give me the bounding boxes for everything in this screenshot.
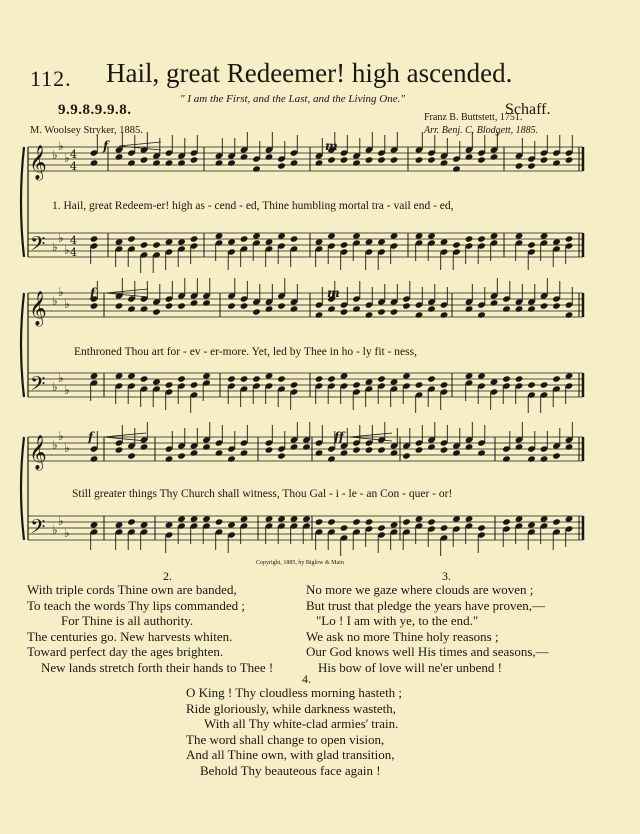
note-head bbox=[202, 299, 211, 306]
stanza-line: The centuries go. New harvests whiten. bbox=[27, 628, 233, 644]
flat-icon: ♭ bbox=[64, 383, 70, 397]
flat-icon: ♭ bbox=[52, 240, 58, 254]
note-head bbox=[402, 372, 411, 379]
note-head bbox=[265, 238, 274, 245]
note-head bbox=[90, 455, 99, 462]
note-head bbox=[352, 159, 361, 166]
note-head bbox=[115, 372, 124, 379]
note-head bbox=[427, 156, 436, 163]
note-head bbox=[527, 305, 536, 312]
note-head bbox=[290, 443, 299, 450]
stanza-2 bbox=[27, 582, 273, 675]
stanza-3 bbox=[306, 582, 549, 675]
stanza-line: His bow of love will ne'er unbend ! bbox=[318, 659, 502, 675]
note-head bbox=[490, 378, 499, 385]
note-head bbox=[365, 518, 374, 525]
note-head bbox=[90, 159, 99, 166]
flat-icon: ♭ bbox=[58, 429, 64, 443]
note-head bbox=[377, 524, 386, 531]
note-head bbox=[165, 238, 174, 245]
note-head bbox=[502, 375, 511, 382]
note-head bbox=[452, 241, 461, 248]
note-head bbox=[527, 455, 536, 462]
meter: 9.9.8.9.9.8. bbox=[58, 102, 132, 118]
stanza-line: We ask no more Thine holy reasons ; bbox=[306, 628, 499, 644]
note-head bbox=[177, 515, 186, 522]
note-head bbox=[515, 375, 524, 382]
bass-clef-icon: 𝄢 bbox=[30, 232, 46, 260]
tune-name: Schaff. bbox=[505, 101, 551, 118]
note-head bbox=[440, 159, 449, 166]
note-head bbox=[415, 381, 424, 388]
note-head bbox=[177, 375, 186, 382]
note-head bbox=[252, 308, 261, 315]
note-head bbox=[527, 162, 536, 169]
hymn-title: Hail, great Redeemer! high ascended. bbox=[106, 58, 513, 88]
stanza-line: "Lo ! I am with ye, to the end." bbox=[316, 613, 479, 628]
flat-icon: ♭ bbox=[58, 139, 64, 153]
note-head bbox=[340, 449, 349, 456]
flat-icon: ♭ bbox=[52, 294, 58, 308]
time-signature: 4 bbox=[70, 234, 77, 247]
note-head bbox=[327, 305, 336, 312]
note-head bbox=[377, 375, 386, 382]
note-head bbox=[340, 524, 349, 531]
note-head bbox=[215, 449, 224, 456]
note-head bbox=[277, 515, 286, 522]
note-head bbox=[190, 449, 199, 456]
note-head bbox=[165, 302, 174, 309]
note-head bbox=[127, 159, 136, 166]
note-head bbox=[415, 156, 424, 163]
brace bbox=[21, 293, 24, 397]
stanza-line: Our God knows well His times and seasons,— bbox=[306, 644, 549, 659]
hymn-number: 112. bbox=[30, 66, 72, 91]
note-head bbox=[402, 452, 411, 459]
dynamic-mark: f bbox=[90, 286, 96, 300]
note-head bbox=[240, 375, 249, 382]
note-head bbox=[202, 443, 211, 450]
note-head bbox=[315, 311, 324, 318]
note-head bbox=[340, 308, 349, 315]
time-signature: 4 bbox=[70, 160, 77, 173]
note-head bbox=[177, 302, 186, 309]
note-head bbox=[190, 299, 199, 306]
note-head bbox=[427, 232, 436, 239]
note-head bbox=[552, 518, 561, 525]
note-head bbox=[265, 153, 274, 160]
stanza-line: No more we gaze where clouds are woven ; bbox=[306, 582, 534, 597]
stanza-line: For Thine is all authority. bbox=[61, 613, 194, 628]
note-head bbox=[290, 305, 299, 312]
note-head bbox=[527, 521, 536, 528]
note-head bbox=[140, 241, 149, 248]
note-head bbox=[190, 381, 199, 388]
note-head bbox=[302, 515, 311, 522]
flat-icon: ♭ bbox=[64, 526, 70, 540]
note-head bbox=[315, 375, 324, 382]
note-head bbox=[502, 455, 511, 462]
note-head bbox=[340, 241, 349, 248]
treble-clef-icon: 𝄞 bbox=[29, 435, 47, 470]
note-head bbox=[127, 518, 136, 525]
note-head bbox=[352, 305, 361, 312]
treble-clef-icon: 𝄞 bbox=[29, 145, 47, 180]
note-head bbox=[165, 381, 174, 388]
note-head bbox=[427, 518, 436, 525]
note-head bbox=[277, 302, 286, 309]
note-head bbox=[215, 518, 224, 525]
note-head bbox=[127, 305, 136, 312]
author-credit: M. Woolsey Stryker, 1885. bbox=[30, 125, 143, 136]
note-head bbox=[565, 235, 574, 242]
note-head bbox=[327, 156, 336, 163]
note-head bbox=[140, 443, 149, 450]
note-head bbox=[202, 515, 211, 522]
note-head bbox=[477, 449, 486, 456]
flat-icon: ♭ bbox=[64, 441, 70, 455]
note-head bbox=[115, 521, 124, 528]
note-head bbox=[402, 518, 411, 525]
note-head bbox=[402, 302, 411, 309]
note-head bbox=[215, 232, 224, 239]
stanza-line: But trust that pledge the years have proven,— bbox=[306, 597, 545, 613]
note-head bbox=[415, 232, 424, 239]
note-head bbox=[552, 375, 561, 382]
note-head bbox=[290, 381, 299, 388]
note-head bbox=[190, 156, 199, 163]
note-head bbox=[427, 305, 436, 312]
stanza-4 bbox=[186, 685, 402, 778]
note-head bbox=[265, 372, 274, 379]
note-head bbox=[527, 241, 536, 248]
note-head bbox=[227, 159, 236, 166]
dynamic-mark: ff bbox=[334, 430, 344, 444]
flat-icon: ♭ bbox=[52, 438, 58, 452]
note-head bbox=[327, 455, 336, 462]
note-head bbox=[365, 378, 374, 385]
note-head bbox=[377, 308, 386, 315]
note-head bbox=[477, 156, 486, 163]
note-head bbox=[202, 372, 211, 379]
note-head bbox=[527, 381, 536, 388]
note-head bbox=[90, 302, 99, 309]
flat-icon: ♭ bbox=[52, 523, 58, 537]
stanza-line: Behold Thy beauteous face again ! bbox=[200, 762, 381, 778]
note-head bbox=[240, 302, 249, 309]
time-signature: 4 bbox=[70, 148, 77, 161]
stanza-number: 4. bbox=[302, 672, 311, 686]
note-head bbox=[165, 521, 174, 528]
note-head bbox=[115, 153, 124, 160]
note-head bbox=[252, 232, 261, 239]
note-head bbox=[90, 521, 99, 528]
note-head bbox=[227, 302, 236, 309]
note-head bbox=[140, 305, 149, 312]
lyric-line-2: Enthroned Thou art for - ev - er-more. Yet, led by Thee in ho - ly fit - ness, bbox=[74, 346, 417, 358]
note-head bbox=[415, 311, 424, 318]
flat-icon: ♭ bbox=[64, 151, 70, 165]
note-head bbox=[115, 446, 124, 453]
note-head bbox=[352, 518, 361, 525]
note-head bbox=[127, 372, 136, 379]
note-head bbox=[452, 515, 461, 522]
note-head bbox=[515, 443, 524, 450]
note-head bbox=[227, 455, 236, 462]
note-head bbox=[465, 443, 474, 450]
brace bbox=[21, 437, 24, 540]
note-head bbox=[340, 156, 349, 163]
arranger-credit: Arr. Benj. C. Blodgett, 1885. bbox=[424, 125, 539, 136]
lyric-line-1: 1. Hail, great Redeem-er! high as - cend - ed, Thine humbling mortal tra - vail end - ed, bbox=[52, 200, 454, 212]
composer-credit: Franz B. Buttstett, 1751. bbox=[424, 112, 523, 123]
note-head bbox=[465, 305, 474, 312]
note-head bbox=[390, 308, 399, 315]
note-head bbox=[490, 153, 499, 160]
stanza-line: O King ! Thy cloudless morning hasteth ; bbox=[186, 685, 403, 700]
treble-clef-icon: 𝄞 bbox=[29, 291, 47, 326]
note-head bbox=[327, 518, 336, 525]
note-head bbox=[277, 232, 286, 239]
note-head bbox=[440, 311, 449, 318]
note-head bbox=[377, 156, 386, 163]
note-head bbox=[540, 515, 549, 522]
note-head bbox=[152, 378, 161, 385]
flat-icon: ♭ bbox=[64, 297, 70, 311]
note-head bbox=[352, 232, 361, 239]
note-head bbox=[540, 381, 549, 388]
bass-clef-icon: 𝄢 bbox=[30, 372, 46, 400]
note-head bbox=[415, 515, 424, 522]
note-head bbox=[315, 449, 324, 456]
note-head bbox=[515, 305, 524, 312]
note-head bbox=[427, 443, 436, 450]
note-head bbox=[540, 156, 549, 163]
note-head bbox=[265, 446, 274, 453]
note-head bbox=[390, 156, 399, 163]
note-head bbox=[565, 156, 574, 163]
note-head bbox=[365, 311, 374, 318]
note-head bbox=[465, 372, 474, 379]
note-head bbox=[502, 518, 511, 525]
stanza-line: New lands stretch forth their hands to Thee ! bbox=[41, 659, 274, 675]
note-head bbox=[227, 521, 236, 528]
note-head bbox=[515, 162, 524, 169]
stanza-line: And all Thine own, with glad transition, bbox=[186, 747, 395, 762]
note-head bbox=[227, 238, 236, 245]
note-head bbox=[427, 375, 436, 382]
note-head bbox=[452, 165, 461, 172]
flat-icon: ♭ bbox=[58, 371, 64, 385]
flat-icon: ♭ bbox=[64, 243, 70, 257]
time-signature: 4 bbox=[70, 246, 77, 259]
note-head bbox=[327, 375, 336, 382]
note-head bbox=[152, 159, 161, 166]
note-head bbox=[177, 452, 186, 459]
note-head bbox=[177, 159, 186, 166]
note-head bbox=[540, 455, 549, 462]
note-head bbox=[277, 375, 286, 382]
copyright-notice: Copyright, 1885, by Biglow & Main bbox=[256, 560, 344, 566]
note-head bbox=[540, 302, 549, 309]
note-head bbox=[490, 232, 499, 239]
note-head bbox=[390, 449, 399, 456]
note-head bbox=[302, 443, 311, 450]
stanza-number: 2. bbox=[163, 569, 172, 583]
note-head bbox=[440, 238, 449, 245]
note-head bbox=[140, 521, 149, 528]
note-head bbox=[390, 378, 399, 385]
note-head bbox=[565, 515, 574, 522]
note-head bbox=[565, 311, 574, 318]
note-head bbox=[90, 235, 99, 242]
note-head bbox=[252, 375, 261, 382]
note-head bbox=[165, 159, 174, 166]
stanza-line: To teach the words Thy lips commanded ; bbox=[27, 597, 245, 613]
stanza-line: The word shall change to open vision, bbox=[186, 731, 385, 747]
note-head bbox=[477, 311, 486, 318]
note-head bbox=[190, 515, 199, 522]
note-head bbox=[240, 449, 249, 456]
note-head bbox=[240, 235, 249, 242]
crescendo-hairpin bbox=[119, 142, 161, 150]
note-head bbox=[515, 515, 524, 522]
note-head bbox=[277, 452, 286, 459]
note-head bbox=[440, 446, 449, 453]
stanza-line: Ride gloriously, while darkness wasteth, bbox=[186, 700, 397, 716]
stanza-line: With all Thy white-clad armies' train. bbox=[204, 716, 399, 731]
note-head bbox=[240, 515, 249, 522]
note-head bbox=[477, 372, 486, 379]
stanza-line: Toward perfect day the ages brighten. bbox=[27, 644, 224, 659]
note-head bbox=[152, 241, 161, 248]
note-head bbox=[465, 235, 474, 242]
note-head bbox=[465, 515, 474, 522]
note-head bbox=[390, 521, 399, 528]
note-head bbox=[315, 518, 324, 525]
note-head bbox=[215, 159, 224, 166]
note-head bbox=[552, 302, 561, 309]
lyric-line-3: Still greater things Thy Church shall witness, Thou Gal - i - le - an Con - quer - or! bbox=[72, 488, 453, 500]
dynamic-mark: m bbox=[327, 286, 340, 300]
note-head bbox=[515, 232, 524, 239]
note-head bbox=[552, 452, 561, 459]
note-head bbox=[152, 308, 161, 315]
note-head bbox=[177, 238, 186, 245]
note-head bbox=[440, 524, 449, 531]
note-head bbox=[265, 515, 274, 522]
note-head bbox=[252, 165, 261, 172]
note-head bbox=[90, 372, 99, 379]
note-head bbox=[440, 381, 449, 388]
stanza-line: With triple cords Thine own are banded, bbox=[27, 582, 237, 597]
note-head bbox=[315, 238, 324, 245]
note-head bbox=[352, 446, 361, 453]
note-head bbox=[277, 162, 286, 169]
note-head bbox=[190, 235, 199, 242]
note-head bbox=[365, 156, 374, 163]
note-head bbox=[477, 524, 486, 531]
note-head bbox=[477, 235, 486, 242]
note-head bbox=[340, 372, 349, 379]
note-head bbox=[327, 232, 336, 239]
note-head bbox=[265, 305, 274, 312]
note-head bbox=[227, 375, 236, 382]
epigraph: " I am the First, and the Last, and the Living One." bbox=[180, 93, 405, 105]
note-head bbox=[165, 455, 174, 462]
note-head bbox=[502, 305, 511, 312]
note-head bbox=[465, 153, 474, 160]
note-head bbox=[290, 159, 299, 166]
note-head bbox=[140, 156, 149, 163]
note-head bbox=[552, 159, 561, 166]
note-head bbox=[552, 238, 561, 245]
dynamic-mark: f bbox=[103, 139, 109, 153]
bass-clef-icon: 𝄢 bbox=[30, 515, 46, 543]
dynamic-mark: m bbox=[325, 139, 338, 153]
note-head bbox=[315, 159, 324, 166]
note-head bbox=[115, 302, 124, 309]
note-head bbox=[565, 443, 574, 450]
note-head bbox=[452, 449, 461, 456]
note-head bbox=[240, 153, 249, 160]
note-head bbox=[415, 446, 424, 453]
note-head bbox=[290, 235, 299, 242]
note-head bbox=[540, 232, 549, 239]
note-head bbox=[365, 446, 374, 453]
note-head bbox=[565, 372, 574, 379]
flat-icon: ♭ bbox=[58, 285, 64, 299]
dynamic-mark: f bbox=[88, 430, 94, 444]
flat-icon: ♭ bbox=[52, 148, 58, 162]
flat-icon: ♭ bbox=[58, 514, 64, 528]
note-head bbox=[127, 452, 136, 459]
note-head bbox=[377, 446, 386, 453]
brace bbox=[21, 147, 24, 257]
note-head bbox=[352, 381, 361, 388]
note-head bbox=[127, 235, 136, 242]
flat-icon: ♭ bbox=[52, 380, 58, 394]
note-head bbox=[490, 299, 499, 306]
note-head bbox=[365, 238, 374, 245]
note-head bbox=[140, 375, 149, 382]
stanza-number: 3. bbox=[442, 569, 451, 583]
note-head bbox=[115, 238, 124, 245]
flat-icon: ♭ bbox=[58, 231, 64, 245]
note-head bbox=[377, 238, 386, 245]
note-head bbox=[390, 232, 399, 239]
note-head bbox=[290, 515, 299, 522]
